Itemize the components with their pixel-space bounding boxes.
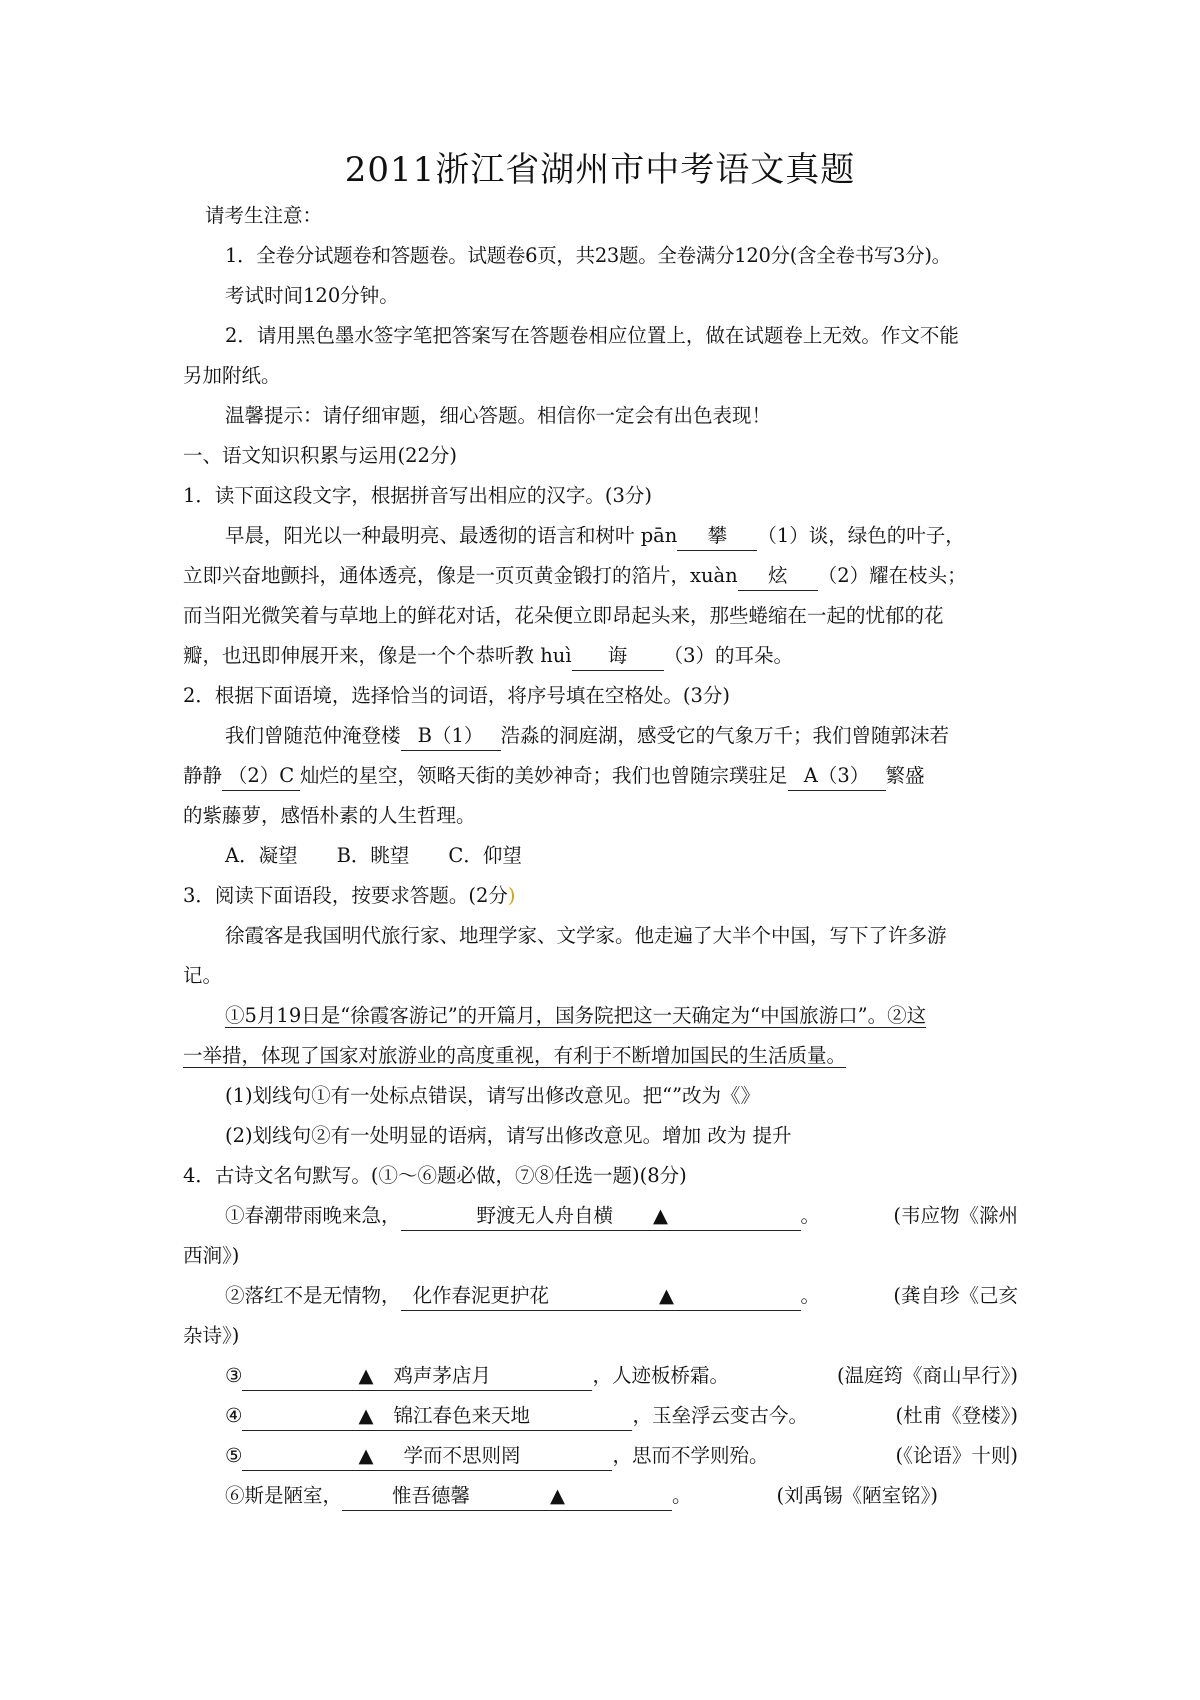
notice-tip: 温馨提示：请仔细审题，细心答题。相信你一定会有出色表现！ <box>225 404 772 427</box>
triangle-icon: ▲ <box>659 1284 675 1307</box>
q4-answer-3: 鸡声茅店月 <box>393 1364 491 1387</box>
q4-source-5: (《论语》十则) <box>895 1444 1018 1467</box>
q4-source-4: (杜甫《登楼》) <box>895 1404 1018 1427</box>
notice-item-1: 1．全卷分试题卷和答题卷。试题卷6页，共23题。全卷满分120分(含全卷书写3分)。 <box>225 244 951 267</box>
q3-passage: 徐霞客是我国明代旅行家、地理学家、文学家。他走遍了大半个中国，写下了许多游 <box>225 924 947 947</box>
notice-heading: 请考生注意： <box>205 204 323 227</box>
q3-sub-1: (1)划线句①有一处标点错误，请写出修改意见。把“”改为《》 <box>225 1084 761 1107</box>
q3-sub-2: (2)划线句②有一处明显的语病，请写出修改意见。增加 改为 提升 <box>225 1124 792 1147</box>
q4-answer-4: 锦江春色来天地 <box>393 1404 530 1427</box>
q3-prompt: 3．阅读下面语段，按要求答题。(2分) <box>183 884 516 907</box>
q3-underlined-sentence: ①5月19日是“徐霞客游记”的开篇月，国务院把这一天确定为“中国旅游口”。②这 <box>225 1004 927 1027</box>
triangle-icon: ▲ <box>358 1364 374 1387</box>
q2-answer-2: （2）C <box>222 762 300 791</box>
notice-item-2-cont: 另加附纸。 <box>183 364 281 387</box>
q4-source-2-cont: 杂诗》) <box>183 1324 240 1347</box>
section-heading: 一、语文知识积累与运用(22分) <box>183 444 458 467</box>
q2-options: A．凝望 B．眺望 C．仰望 <box>225 844 522 867</box>
notice-item-2: 2．请用黑色墨水签字笔把答案写在答题卷相应位置上，做在试题卷上无效。作文不能 <box>225 324 959 347</box>
triangle-icon: ▲ <box>358 1404 374 1427</box>
q4-line-6: ⑥斯是陋室， 惟吾德馨 ▲ 。 (刘禹锡《陋室铭》) <box>183 1476 1018 1516</box>
q4-answer-2: 化作春泥更护花 <box>412 1284 550 1307</box>
q4-source-1-cont: 西涧》) <box>183 1244 240 1267</box>
q1-answer-1: 攀 <box>677 522 757 551</box>
q1-line: 瓣，也迅即伸展开来，像是一个个恭听教 huì 诲 （3）的耳朵。 <box>183 636 1018 676</box>
q2-line: 静静 （2）C 灿烂的星空，领略天街的美妙神奇；我们也曾随宗璞驻足 A（3） 繁盛 <box>183 756 1018 796</box>
q4-answer-5: 学而不思则罔 <box>403 1444 521 1467</box>
notice-item-1-cont: 考试时间120分钟。 <box>225 284 399 307</box>
q3-underlined-sentence: 一举措，体现了国家对旅游业的高度重视，有利于不断增加国民的生活质量。 <box>183 1044 847 1067</box>
q4-prompt: 4．古诗文名句默写。(①～⑥题必做，⑦⑧任选一题)(8分) <box>183 1164 687 1187</box>
q4-source-2: (龚自珍《己亥 <box>893 1284 1018 1307</box>
q2-line: 的紫藤萝，感悟朴素的人生哲理。 <box>183 804 476 827</box>
triangle-icon: ▲ <box>358 1444 374 1467</box>
q2-answer-1: B（1） <box>401 722 501 751</box>
q4-line-1: ①春潮带雨晚来急， 野渡无人舟自横 ▲ 。 (韦应物《滁州 <box>183 1196 1018 1236</box>
q4-line-3: ③ ▲ 鸡声茅店月 ，人迹板桥霜。 (温庭筠《商山早行》) <box>183 1356 1018 1396</box>
q4-line-4: ④ ▲ 锦江春色来天地 ，玉垒浮云变古今。 (杜甫《登楼》) <box>183 1396 1018 1436</box>
q4-line-5: ⑤ ▲ 学而不思则罔 ，思而不学则殆。 (《论语》十则) <box>183 1436 1018 1476</box>
q4-source-6: (刘禹锡《陋室铭》) <box>776 1484 938 1507</box>
q3-passage: 记。 <box>183 964 223 987</box>
q1-line: 早晨，阳光以一种最明亮、最透彻的语言和树叶 pān 攀 （1）谈，绿色的叶子， <box>183 516 1018 556</box>
q4-line-2: ②落红不是无情物， 化作春泥更护花 ▲ 。 (龚自珍《己亥 <box>183 1276 1018 1316</box>
q4-source-1: (韦应物《滁州 <box>893 1204 1018 1227</box>
page-title: 2011浙江省湖州市中考语文真题 <box>344 150 856 190</box>
q2-line: 我们曾随范仲淹登楼 B（1） 浩淼的洞庭湖，感受它的气象万千；我们曾随郭沫若 <box>183 716 1018 756</box>
q1-answer-2: 炫 <box>738 562 818 591</box>
q4-source-3: (温庭筠《商山早行》) <box>837 1364 1018 1387</box>
q1-answer-3: 诲 <box>572 642 664 671</box>
exam-content <box>183 196 1018 1516</box>
triangle-icon: ▲ <box>550 1484 566 1507</box>
q4-answer-6: 惟吾德馨 <box>392 1484 471 1507</box>
q2-prompt: 2．根据下面语境，选择恰当的词语，将序号填在空格处。(3分) <box>183 684 731 707</box>
triangle-icon: ▲ <box>653 1204 669 1227</box>
q4-answer-1: 野渡无人舟自横 <box>476 1204 614 1227</box>
q1-line: 而当阳光微笑着与草地上的鲜花对话，花朵便立即昂起头来，那些蜷缩在一起的忧郁的花 <box>183 604 944 627</box>
q2-answer-3: A（3） <box>788 762 886 791</box>
q1-prompt: 1．读下面这段文字，根据拼音写出相应的汉字。(3分) <box>183 484 653 507</box>
q1-line: 立即兴奋地颤抖，通体透亮，像是一页页黄金锻打的箔片，xuàn 炫 （2）耀在枝头； <box>183 556 1018 596</box>
